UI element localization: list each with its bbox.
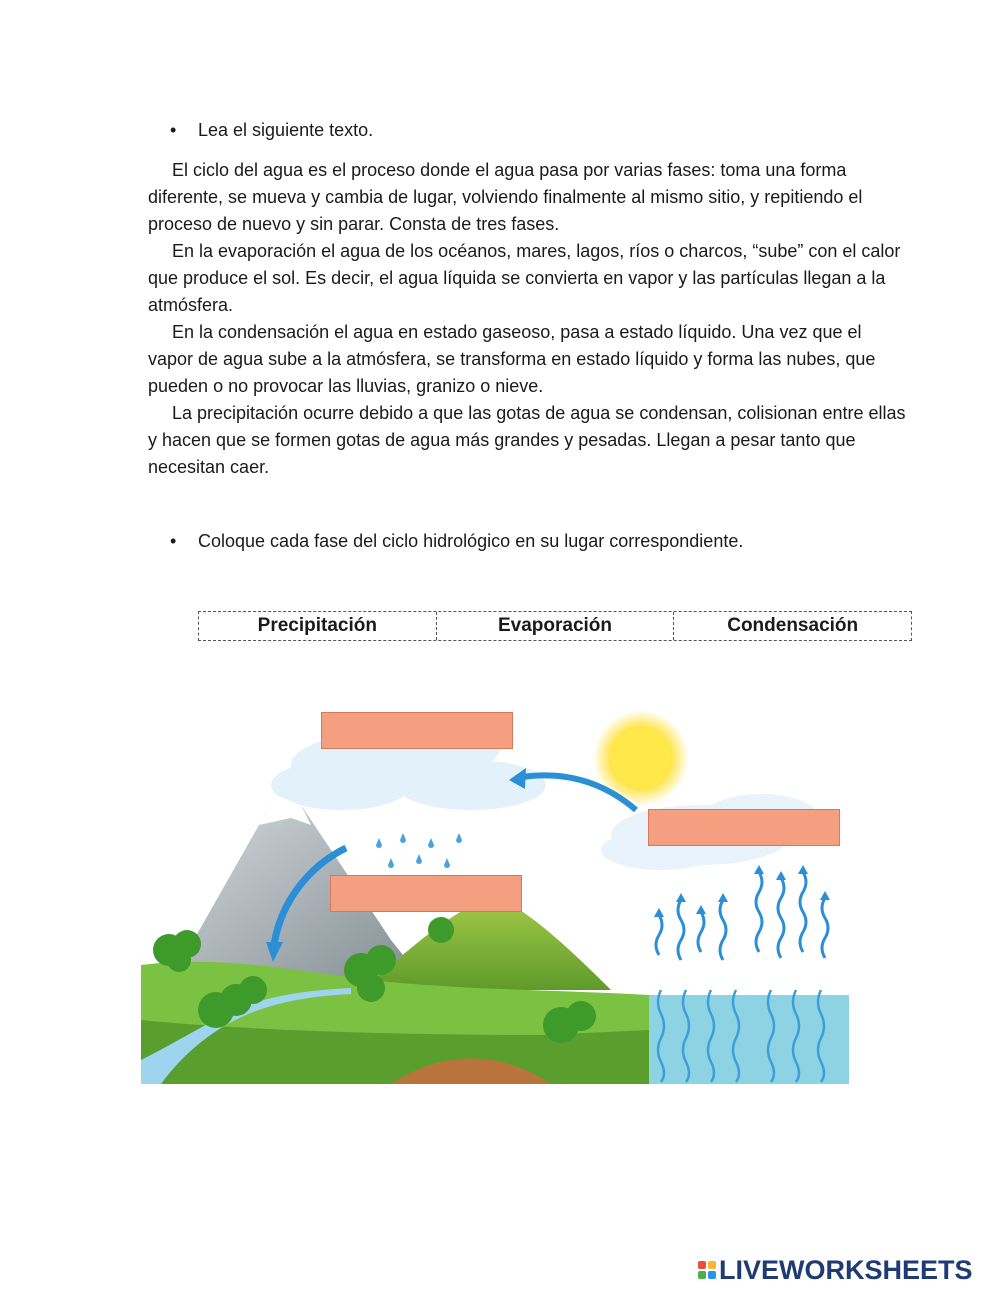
drop-box-rain[interactable] [330,875,522,912]
reading-text [148,157,908,481]
bullet-icon: • [170,531,177,551]
logo-mark-icon [698,1261,716,1279]
logo-text: LIVEWORKSHEETS [719,1254,973,1285]
word-evaporacion[interactable]: Evaporación [437,612,675,640]
word-condensacion[interactable]: Condensación [727,615,859,636]
liveworksheets-logo[interactable] [698,1255,973,1285]
sun-core [611,728,671,788]
paragraph-intro: El ciclo del agua es el proceso donde el agua pasa por varias fases: toma una forma diferente, se mueva y cambia de lugar, volviendo finalmente al mismo sitio, y repitiendo el proceso de nuevo y sin parar. Consta de tres fases. [148,160,863,234]
instruction-place-text: Coloque cada fase del ciclo hidrológico en su lugar correspondiente. [198,531,744,551]
word-precipitacion[interactable]: Precipitación [199,612,437,640]
word-bank [198,611,912,641]
bullet-icon: • [170,120,177,140]
paragraph-evaporation: En la evaporación el agua de los océanos, mares, lagos, ríos o charcos, “sube” con el calor que produce el sol. Es decir, el agua líquida se convierta en vapor y las partículas llegan a la atmósfera. [148,241,901,315]
paragraph-condensation: En la condensación el agua en estado gaseoso, pasa a estado líquido. Una vez que el vapor de agua sube a la atmósfera, se transforma en estado líquido y forma las nubes, que pueden o no provocar las lluvias, granizo o nieve. [148,322,876,396]
instruction-read-text: Lea el siguiente texto. [198,120,374,140]
vapor-arrows [656,872,828,960]
paragraph-precipitation: La precipitación ocurre debido a que las gotas de agua se condensan, colisionan entre ellas y hacen que se formen gotas de agua más grandes y pesadas. Llegan a pesar tanto que necesitan caer. [148,403,906,477]
drop-box-clouds[interactable] [321,712,513,749]
drop-box-sun[interactable] [648,809,840,846]
